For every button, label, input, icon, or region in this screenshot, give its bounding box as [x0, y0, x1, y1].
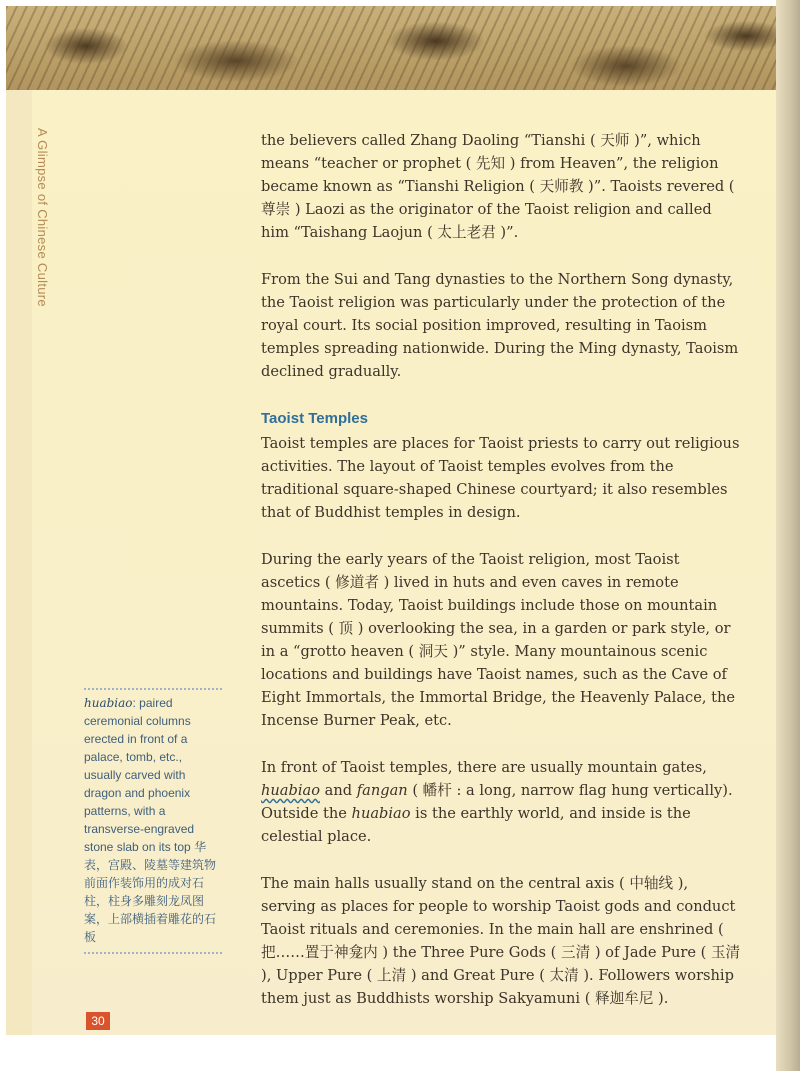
paragraph-gates: [261, 756, 741, 848]
running-title: A Glimpse of Chinese Culture: [35, 128, 50, 307]
section-heading: Taoist Temples: [261, 410, 368, 427]
text-run: is the earthly world, and inside is the celestial place.: [261, 805, 691, 845]
glossary-term-huabiao: huabiao: [261, 782, 320, 799]
paragraph: From the Sui and Tang dynasties to the Northern Song dynasty, the Taoist religion was particularly under the protection of the royal court. Its social position improved, resulting in Taoism temples spreading nationwide. During the Ming dynasty, Taoism declined gradually.: [261, 271, 739, 380]
term-fangan: fangan: [356, 782, 408, 799]
text-run: and: [320, 782, 357, 799]
text-run: ( 幡杆 : a long, narrow flag hung vertically). Outside the: [261, 782, 733, 822]
text-run: In front of Taoist temples, there are usually mountain gates,: [261, 759, 707, 776]
page-margin: [6, 90, 32, 1035]
page-number: 30: [86, 1012, 110, 1030]
main-text: [261, 129, 741, 1034]
term-huabiao: huabiao: [351, 805, 411, 822]
book-spine: [776, 0, 800, 1071]
glossary-note: [84, 688, 222, 954]
paragraph: The main halls usually stand on the central axis ( 中轴线 ), serving as places for people to worship Taoist gods and conduct Taoist rituals and ceremonies. In the main hall are enshrined ( 把……置于神龛内 ) the Three Pure Gods ( 三清 ) of Jade Pure ( 玉清 ), Upper Pure ( 上清 ) and Great Pure ( 太清 ). Followers worship them just as Buddhists worship Sakyamuni ( 释迦牟尼 ).: [261, 875, 741, 1007]
glossary-term: huabiao: [84, 696, 133, 710]
paragraph: the believers called Zhang Daoling “Tianshi ( 天师 )”, which means “teacher or prophet ( 先知 ) from Heaven”, the religion became known as “Tianshi Religion ( 天师教 )”. Taoists revered ( 尊崇 ) Laozi as the originator of the Taoist religion and called him “Taishang Laojun ( 太上老君 )”.: [261, 132, 735, 241]
paragraph: During the early years of the Taoist religion, most Taoist ascetics ( 修道者 ) lived in huts and even caves in remote mountains. Today, Taoist buildings include those on mountain summits ( 顶 ) overlooking the sea, in a garden or park style, or in a “grotto heaven ( 洞天 )” style. Many mountainous scenic locations and buildings have Taoist names, such as the Cave of Eight Immortals, the Immortal Bridge, the Heavenly Palace, the Incense Burner Peak, etc.: [261, 551, 736, 729]
glossary-definition: : paired ceremonial columns erected in front of a palace, tomb, etc., usually carved with dragon and phoenix patterns, with a transverse-engraved stone slab on its top 华表，宫殿、陵墓等建筑物前面作装饰用的成对石柱，柱身多雕刻龙凤图案，上部横插着雕花的石板: [84, 696, 217, 944]
paragraph: Taoist temples are places for Taoist priests to carry out religious activities. The layout of Taoist temples evolves from the traditional square-shaped Chinese courtyard; it also resembles that of Buddhist temples in design.: [261, 435, 740, 521]
